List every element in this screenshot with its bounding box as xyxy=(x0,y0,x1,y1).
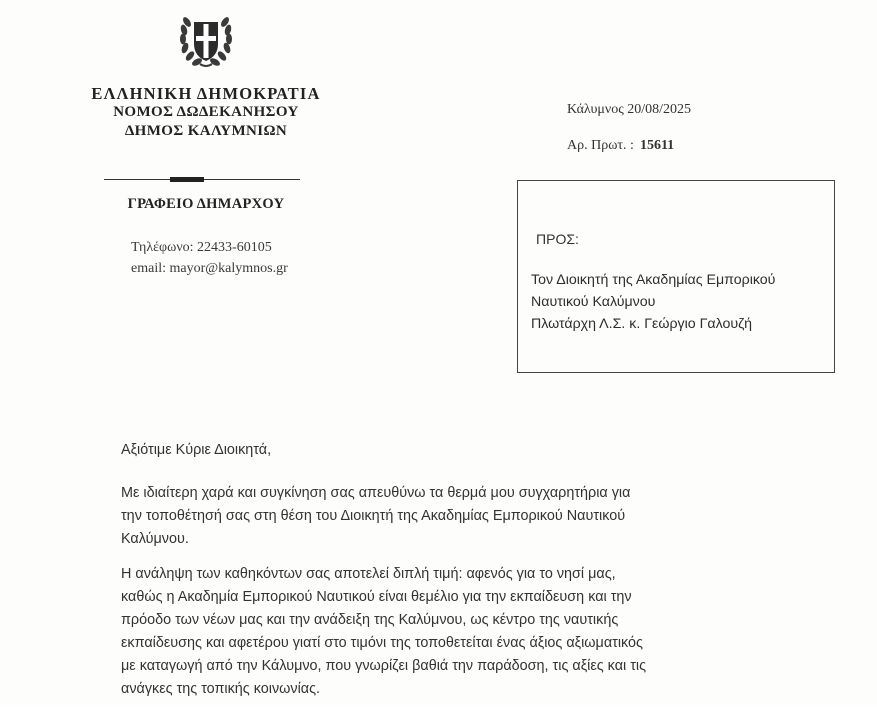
recipient-address xyxy=(531,269,775,335)
header-country: ΕΛΛΗΝΙΚΗ ΔΗΜΟΚΡΑΤΙΑ xyxy=(91,84,321,103)
paragraph-line: Η ανάληψη των καθηκόντων σας αποτελεί διπλή τιμή: αφενός για το νησί μας, xyxy=(121,566,616,582)
recipient-line: Πλωτάρχη Λ.Σ. κ. Γεώργιο Γαλουζή xyxy=(531,316,753,332)
paragraph-line: Καλύμνου. xyxy=(121,531,189,547)
header-prefecture: ΝΟΜΟΣ ΔΩΔΕΚΑΝΗΣΟΥ xyxy=(113,104,299,120)
letter-body xyxy=(121,439,761,713)
greek-coat-of-arms-icon xyxy=(178,8,234,70)
recipient-line: Ναυτικού Καλύμνου xyxy=(531,294,656,310)
paragraph-line: καθώς η Ακαδημία Εμπορικού Ναυτικού είναι θεμέλιο για την εκπαίδευση και την xyxy=(121,589,632,605)
paragraph-line: ανάγκες της τοπικής κοινωνίας. xyxy=(121,681,321,697)
recipient-line: Τον Διοικητή της Ακαδημίας Εμπορικού xyxy=(531,272,776,288)
office-title: ΓΡΑΦΕΙΟ ΔΗΜΑΡΧΟΥ xyxy=(127,196,285,212)
issuer-header xyxy=(60,84,352,141)
header-municipality: ΔΗΜΟΣ ΚΑΛΥΜΝΙΩΝ xyxy=(124,123,288,139)
recipient-to-label: ΠΡΟΣ: xyxy=(536,231,579,247)
paragraph-line: με καταγωγή από την Κάλυμνο, που γνωρίζει βαθιά την παράδοση, τις αξίες και τις xyxy=(121,658,647,674)
header-divider-mark xyxy=(170,177,204,182)
contact-info xyxy=(131,237,288,279)
paragraph-line: πρόοδο των νέων μας και την ανάδειξη της Καλύμνου, ως κέντρο της ναυτικής xyxy=(121,612,619,628)
protocol-number-row xyxy=(567,138,674,154)
salutation: Αξιότιμε Κύριε Διοικητά, xyxy=(121,442,272,458)
paragraph-line: την τοποθέτησή σας στη θέση του Διοικητή της Ακαδημίας Εμπορικού Ναυτικού xyxy=(121,508,626,524)
paragraph-line: εκπαίδευσης και αφετέρου γιατί στο τιμόνι της τοποθετείται ένας άξιος αξιωματικός xyxy=(121,635,643,651)
protocol-number: 15611 xyxy=(639,138,675,153)
protocol-label: Αρ. Πρωτ. : xyxy=(567,138,634,153)
paragraph-2 xyxy=(121,563,761,701)
contact-email: email: mayor@kalymnos.gr xyxy=(131,261,288,276)
contact-phone: Τηλέφωνο: 22433-60105 xyxy=(131,240,272,255)
letter-date: Κάλυμνος 20/08/2025 xyxy=(567,102,692,117)
paragraph-line: Με ιδιαίτερη χαρά και συγκίνηση σας απευθύνω τα θερμά μου συγχαρητήρια για xyxy=(121,485,631,501)
recipient-box xyxy=(517,180,835,373)
paragraph-1 xyxy=(121,482,761,551)
